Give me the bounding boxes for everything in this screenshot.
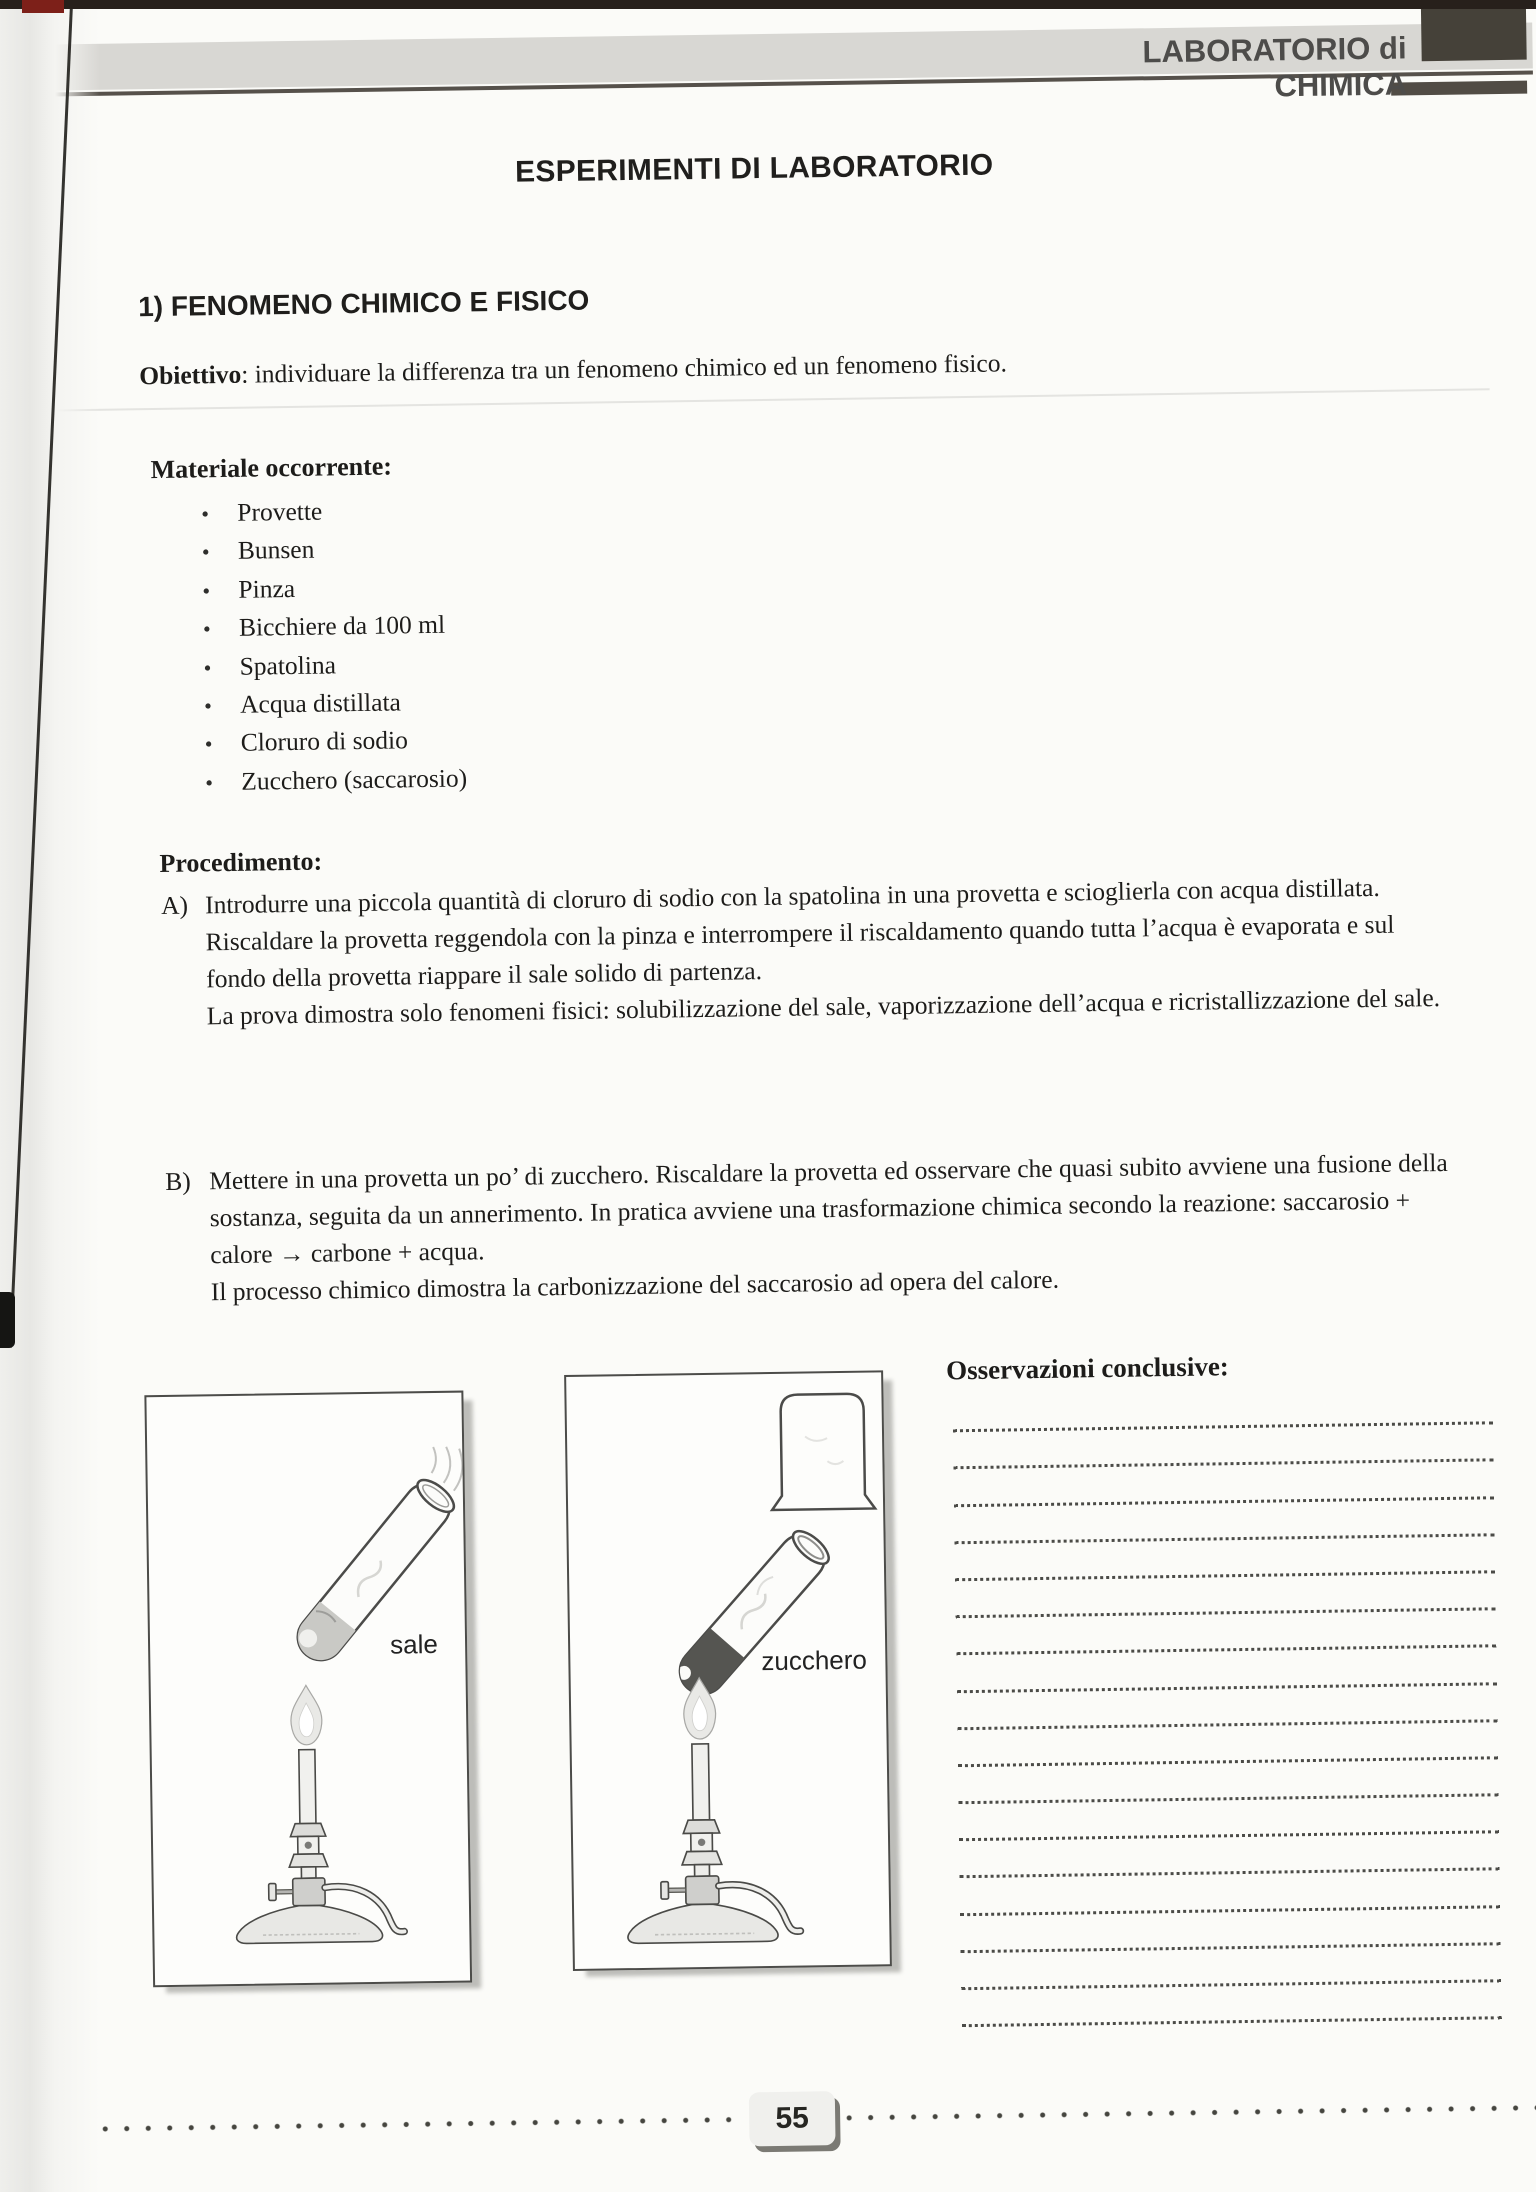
step-b-paragraph: Il processo chimico dimostra la carbonizzazione del saccarosio ad opera del calore.	[210, 1264, 1060, 1307]
materials-heading: Materiale occorrente:	[150, 451, 393, 485]
flame-icon	[683, 1678, 716, 1740]
book-cover-sliver	[22, 0, 64, 13]
procedure-step-b	[164, 1144, 1463, 1311]
procedure-step-a	[160, 868, 1459, 1035]
objective-paragraph	[139, 338, 1429, 394]
book-edge-shading	[0, 0, 100, 2192]
bullet-icon: •	[203, 693, 213, 719]
step-a-paragraph: Introdurre una piccola quantità di cloruro di sodio con la spatolina in una provetta e scioglierla con acqua distillata.	[204, 872, 1380, 920]
step-b-label: B)	[164, 1166, 191, 1196]
materials-list	[201, 494, 467, 805]
materials-item	[205, 763, 467, 805]
figure-panel-salt	[144, 1391, 472, 1988]
sugar-label: zucchero	[758, 1645, 870, 1678]
dotted-rule-right	[845, 2102, 1536, 2123]
step-a-paragraph: La prova dimostra solo fenomeni fisici: solubilizzazione del sale, vaporizzazione dell’acqua e ricristallizzazione del sale.	[206, 983, 1441, 1031]
materials-item-label: Zucchero (saccarosio)	[241, 763, 468, 796]
step-a-label: A)	[160, 890, 189, 920]
materials-item-label: Cloruro di sodio	[240, 725, 409, 758]
materials-item-label: Bicchiere da 100 ml	[238, 609, 446, 642]
header-corner-bar	[1391, 81, 1527, 96]
page-title: ESPERIMENTI DI LABORATORIO	[514, 148, 994, 189]
materials-item	[203, 610, 465, 652]
objective-text: : individuare la differenza tra un fenomeno chimico ed un fenomeno fisico.	[241, 348, 1008, 389]
observation-lines	[952, 1387, 1501, 2027]
bullet-icon: •	[203, 654, 212, 680]
observations-heading: Osservazioni conclusive:	[945, 1351, 1230, 1386]
procedure-heading: Procedimento:	[159, 846, 323, 878]
salt-label: sale	[387, 1629, 441, 1661]
materials-item-label: Pinza	[238, 573, 296, 604]
materials-item	[204, 686, 466, 728]
flame-icon	[290, 1685, 322, 1745]
bullet-icon: •	[204, 731, 213, 757]
objective-label: Obiettivo	[139, 359, 242, 391]
step-a-paragraph: Riscaldare la provetta reggendola con la pinza e interrompere il riscaldamento quando tutta l’acqua è evaporata e sul fondo della provetta riappare il sale solido di partenza.	[205, 909, 1395, 994]
materials-item-label: Acqua distillata	[239, 687, 402, 719]
materials-item	[201, 494, 463, 536]
section-heading: 1) FENOMENO CHIMICO E FISICO	[137, 284, 590, 323]
scan-top-edge	[0, 0, 1536, 9]
bullet-icon: •	[201, 501, 210, 527]
step-b-paragraph: Mettere in una provetta un po’ di zucchero. Riscaldare la provetta ed osservare che quasi subito avviene una fusione della sostanza, seguita da un annerimento. In pratica avviene una trasformazione chimica secondo la reazione: saccarosio + calore → carbone + acqua.	[208, 1147, 1448, 1270]
header-corner-block	[1421, 0, 1527, 61]
materials-item	[204, 725, 466, 767]
figure-panel-sugar	[564, 1370, 892, 1971]
bullet-icon: •	[201, 539, 210, 565]
materials-item-label: Provette	[237, 496, 323, 527]
footer-rule	[101, 2078, 1536, 2158]
scan-edge-mark	[0, 1292, 15, 1348]
bullet-icon: •	[205, 769, 214, 796]
bunsen-burner-illustration	[211, 1677, 415, 1950]
materials-item-label: Spatolina	[239, 649, 337, 681]
materials-item	[202, 571, 464, 613]
dotted-rule-left	[101, 2115, 741, 2134]
materials-item	[203, 648, 465, 690]
bunsen-burner-illustration	[602, 1669, 811, 1950]
page-number-badge: 55	[749, 2091, 836, 2146]
bullet-icon: •	[202, 616, 211, 642]
materials-item-label: Bunsen	[237, 535, 315, 566]
bullet-icon: •	[202, 578, 211, 604]
writing-line	[961, 1982, 1501, 2027]
materials-item	[202, 533, 464, 575]
chapter-header: LABORATORIO di CHIMICA	[1142, 30, 1408, 104]
